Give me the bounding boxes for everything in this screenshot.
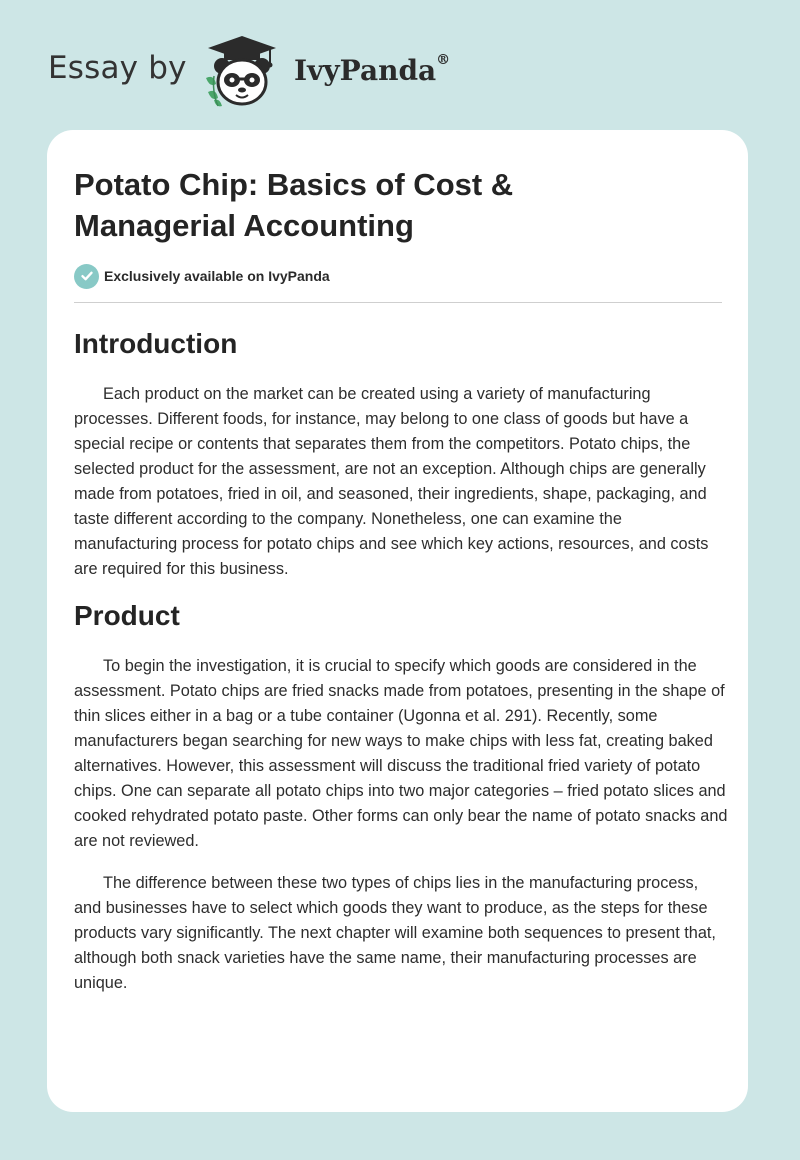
- article-card: [47, 130, 748, 1112]
- article-title: Potato Chip: Basics of Cost & Managerial Accounting: [74, 167, 514, 243]
- exclusive-badge-text: Exclusively available on IvyPanda: [104, 268, 330, 284]
- section-heading-product: Product: [74, 600, 180, 631]
- paragraph: The difference between these two types of chips lies in the manufacturing process, and businesses have to select which goods they want to produce, as the steps for these products vary significantly. The next chapter will examine both sequences to present that, although both snack varieties have the same name, their manufacturing processes are unique.: [74, 874, 716, 992]
- title-divider: [74, 302, 722, 303]
- brand-name[interactable]: [294, 54, 450, 87]
- brand-text: IvyPanda: [294, 54, 437, 87]
- ivypanda-logo-icon[interactable]: [202, 34, 282, 110]
- paragraph: Each product on the market can be created using a variety of manufacturing processes. Different foods, for instance, may belong to one class of goods but have a special recipe or contents that separates them from the competitors. Potato chips, the selected product for the assessment, are not an exception. Although chips are generally made from potatoes, fried in oil, and seasoned, their ingredients, shape, packaging, and taste different according to the company. Nonetheless, one can examine the manufacturing process for potato chips and see which key actions, resources, and costs are required for this business.: [74, 385, 709, 578]
- exclusive-badge: [74, 263, 330, 289]
- essay-by-label: Essay by: [48, 50, 187, 86]
- paragraph: To begin the investigation, it is crucial to specify which goods are considered in the assessment. Potato chips are fried snacks made from potatoes, presenting in the shape of thin slices either in a bag or a tube container (Ugonna et al. 291). Recently, some manufacturers began searching for new ways to make chips with less fat, creating baked alternatives. However, this assessment will discuss the traditional fried variety of potato chips. One can separate all potato chips into two major categories – fried potato slices and cooked rehydrated potato paste. Other forms can only bear the name of potato snacks and are not reviewed.: [74, 657, 728, 850]
- site-header: [48, 34, 568, 110]
- checkmark-icon: [74, 264, 99, 289]
- section-heading-introduction: Introduction: [74, 328, 238, 359]
- trademark-symbol: ®: [436, 52, 451, 68]
- article-body: [74, 322, 729, 996]
